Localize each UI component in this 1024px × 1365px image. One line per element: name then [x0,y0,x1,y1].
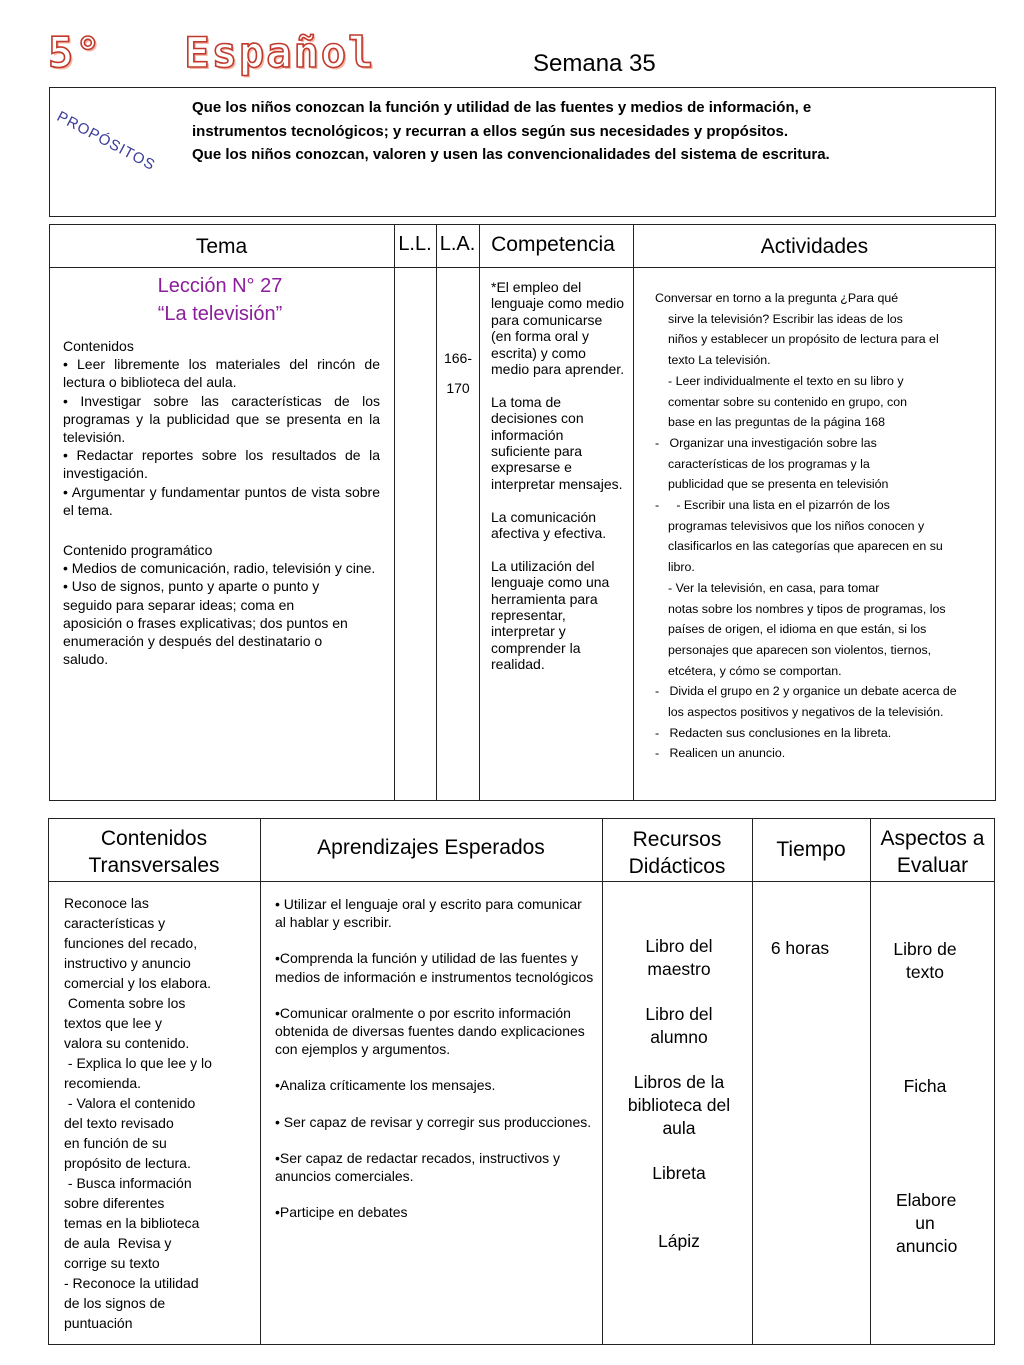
contenido-item: • Redactar reportes sobre los resultados de la investigación. [63,447,380,482]
transversal-line: - Valora el contenido [64,1095,196,1111]
propositos-text [192,96,982,167]
aspecto-item: Libro de texto [893,939,957,982]
transversal-line: Reconoce las [64,895,149,911]
recurso-item: Libro del maestro [645,936,713,979]
transversal-line: en función de su [64,1135,167,1151]
aspecto-item: Ficha [903,1076,947,1096]
transversal-line: temas en la biblioteca [64,1215,200,1231]
recurso-item: Libro del alumno [645,1004,713,1047]
competencia-item: *El empleo del lenguaje como medio para comunicarse (en forma oral y escrita) y como medio para aprender. [491,279,625,378]
aspecto-item: Elabore un anuncio [896,1190,958,1256]
actividad-line: - Ver la televisión, en casa, para tomar [668,580,880,595]
header-transversales-line: Contenidos [100,827,208,850]
lesson-title [120,272,320,328]
competencia-item: La utilización del lenguaje como una herramienta para representar, interpretar y comprender la realidad. [491,557,610,673]
table-divider [752,818,753,1345]
actividad-line: países de origen, el idioma en que están, si los [668,622,927,637]
proposito-line: instrumentos tecnológicos; y recurran a ellos según sus necesidades y propósitos. [192,122,789,140]
competencia-item: La comunicación afectiva y efectiva. [491,508,607,542]
transversal-line: funciones del recado, [64,935,198,951]
transversales-list [64,893,254,1333]
lesson-name: “La televisión” [157,303,283,325]
actividad-line: - Leer individualmente el texto en su libro y [668,373,904,388]
competencias-list [491,279,626,689]
table-divider [436,224,437,801]
lesson-number: Lección N° 27 [157,275,283,297]
transversal-line: textos que lee y [64,1015,163,1031]
aprendizajes-list [275,895,595,1239]
header-actividades: Actividades [760,235,869,258]
contenido-item: • Investigar sobre las características de los programas y la publicidad que se presenta en la televisión. [63,392,380,446]
actividad-line: Conversar en torno a la pregunta ¿Para qué [655,291,899,305]
aprendizaje-item: • Utilizar el lenguaje oral y escrito para comunicar al hablar y escribir. [275,896,582,931]
aprendizaje-item: •Comunicar oralmente o por escrito información obtenida de diversas fuentes dando explicaciones con ejemplos y argumentos. [275,1004,585,1058]
actividad-line: los aspectos positivos y negativos de la televisión. [668,705,944,720]
table-divider [870,818,871,1345]
transversal-line: - Busca información [64,1175,192,1191]
aspectos-list [872,938,978,1258]
actividad-line: niños y establecer un propósito de lectura para el [668,332,939,347]
transversal-line: recomienda. [64,1075,142,1091]
aprendizaje-item: •Ser capaz de redactar recados, instructivos y anuncios comerciales. [275,1149,561,1185]
programatico-item: • Uso de signos, punto y aparte o punto y seguido para separar ideas; coma en aposición o frases explicativas; dos puntos en enumeración y después del destinatario o saludo. [63,578,348,668]
transversal-line: de aula Revisa y [64,1235,172,1251]
header-recursos [602,826,752,880]
actividad-line: base en las preguntas de la página 168 [668,415,886,430]
actividad-line: publicidad que se presenta en televisión [668,477,889,492]
recurso-item: Libreta [652,1163,706,1183]
transversal-line: corrige su texto [64,1255,160,1271]
header-recursos-line: Recursos [632,828,722,851]
header-transversales-line: Transversales [88,854,220,877]
actividad-line: comentar sobre su contenido en grupo, con [668,394,908,409]
table-divider [394,224,395,801]
contenidos-list [63,337,380,668]
actividades-list [655,288,985,764]
actividad-line: - Redacten sus conclusiones en la libreta. [655,725,892,740]
transversal-line: de los signos de [64,1295,166,1311]
recursos-list [608,935,750,1275]
table-divider [602,818,603,1345]
actividad-line: programas televisivos que los niños conocen y [668,518,925,533]
table-divider [48,881,995,882]
contenido-item: • Argumentar y fundamentar puntos de vista sobre el tema. [63,483,380,518]
actividad-line: sirve la televisión? Escribir las ideas de los [668,311,903,326]
contenido-item: • Leer libremente los materiales del rincón de lectura o biblioteca del aula. [63,356,380,391]
actividad-line: etcétera, y cómo se comportan. [668,663,842,678]
recurso-item: Lápiz [658,1231,700,1251]
transversal-line: valora su contenido. [64,1035,190,1051]
proposito-line: Que los niños conozcan la función y utilidad de las fuentes y medios de información, e [192,99,812,116]
tiempo-value: 6 horas [770,938,830,958]
aprendizaje-item: •Comprenda la función y utilidad de las fuentes y medios de información e instrumentos tecnológicos [275,950,594,985]
header-ll: L.L. [398,233,432,255]
subject-title: 5° Español [48,28,376,77]
transversal-line: comercial y los elabora. [64,975,212,991]
week-label: Semana 35 [533,50,656,77]
actividad-line: características de los programas y la [668,456,870,471]
header-la: L.A. [439,233,476,255]
programatico-item: • Medios de comunicación, radio, televisión y cine. [63,560,376,577]
la-page-end: 170 [446,380,470,396]
aprendizaje-item: • Ser capaz de revisar y corregir sus producciones. [275,1113,592,1130]
header-recursos-line: Didácticos [628,855,726,878]
header-transversales [48,825,260,879]
header-aspectos [870,825,995,879]
transversal-line: puntuación [64,1315,133,1331]
aprendizaje-item: •Analiza críticamente los mensajes. [275,1077,496,1094]
transversal-line: Comenta sobre los [64,995,186,1011]
actividad-line: - Organizar una investigación sobre las [655,435,877,450]
programatico-heading: Contenido programático [63,542,213,559]
aprendizaje-item: •Participe en debates [275,1204,408,1221]
competencia-item: La toma de decisiones con información suficiente para expresarse e interpretar mensajes. [491,393,623,492]
transversal-line: características y [64,915,166,931]
actividad-line: libro. [668,560,695,575]
actividad-line: clasificarlos en las categorías que aparecen en su [668,539,943,554]
table-divider [260,818,261,1345]
proposito-line: Que los niños conozcan, valoren y usen las convencionalidades del sistema de escritura. [192,146,830,163]
header-aspectos-line: Aspectos a [880,827,985,850]
actividad-line: texto La televisión. [668,353,771,368]
transversal-line: - Explica lo que lee y lo [64,1055,212,1071]
transversal-line: propósito de lectura. [64,1155,191,1171]
table-divider [479,224,480,801]
table-divider [633,224,634,801]
actividad-line: - Realicen un anuncio. [655,746,786,761]
header-aspectos-line: Evaluar [896,854,969,877]
table-divider [49,267,996,268]
la-page-start: 166- [443,350,473,366]
transversal-line: - Reconoce la utilidad [64,1275,199,1291]
header-competencia: Competencia [491,233,615,256]
la-pages [440,343,476,403]
propositos-label: PROPÓSITOS [54,108,159,175]
transversal-line: instructivo y anuncio [64,955,191,971]
actividad-line: notas sobre los nombres y tipos de programas, los [668,601,946,616]
recurso-item: Libros de la biblioteca del aula [627,1072,731,1138]
header-aprendizajes: Aprendizajes Esperados [317,836,545,859]
header-tema: Tema [195,235,248,258]
actividad-line: - Divida el grupo en 2 y organice un debate acerca de [655,684,957,699]
actividad-line: personajes que aparecen son violentos, tiernos, [668,642,932,657]
actividad-line: - - Escribir una lista en el pizarrón de los [655,498,890,513]
contenidos-heading: Contenidos [63,338,134,354]
transversal-line: sobre diferentes [64,1195,165,1211]
header-tiempo: Tiempo [776,838,846,861]
transversal-line: del texto revisado [64,1115,174,1131]
